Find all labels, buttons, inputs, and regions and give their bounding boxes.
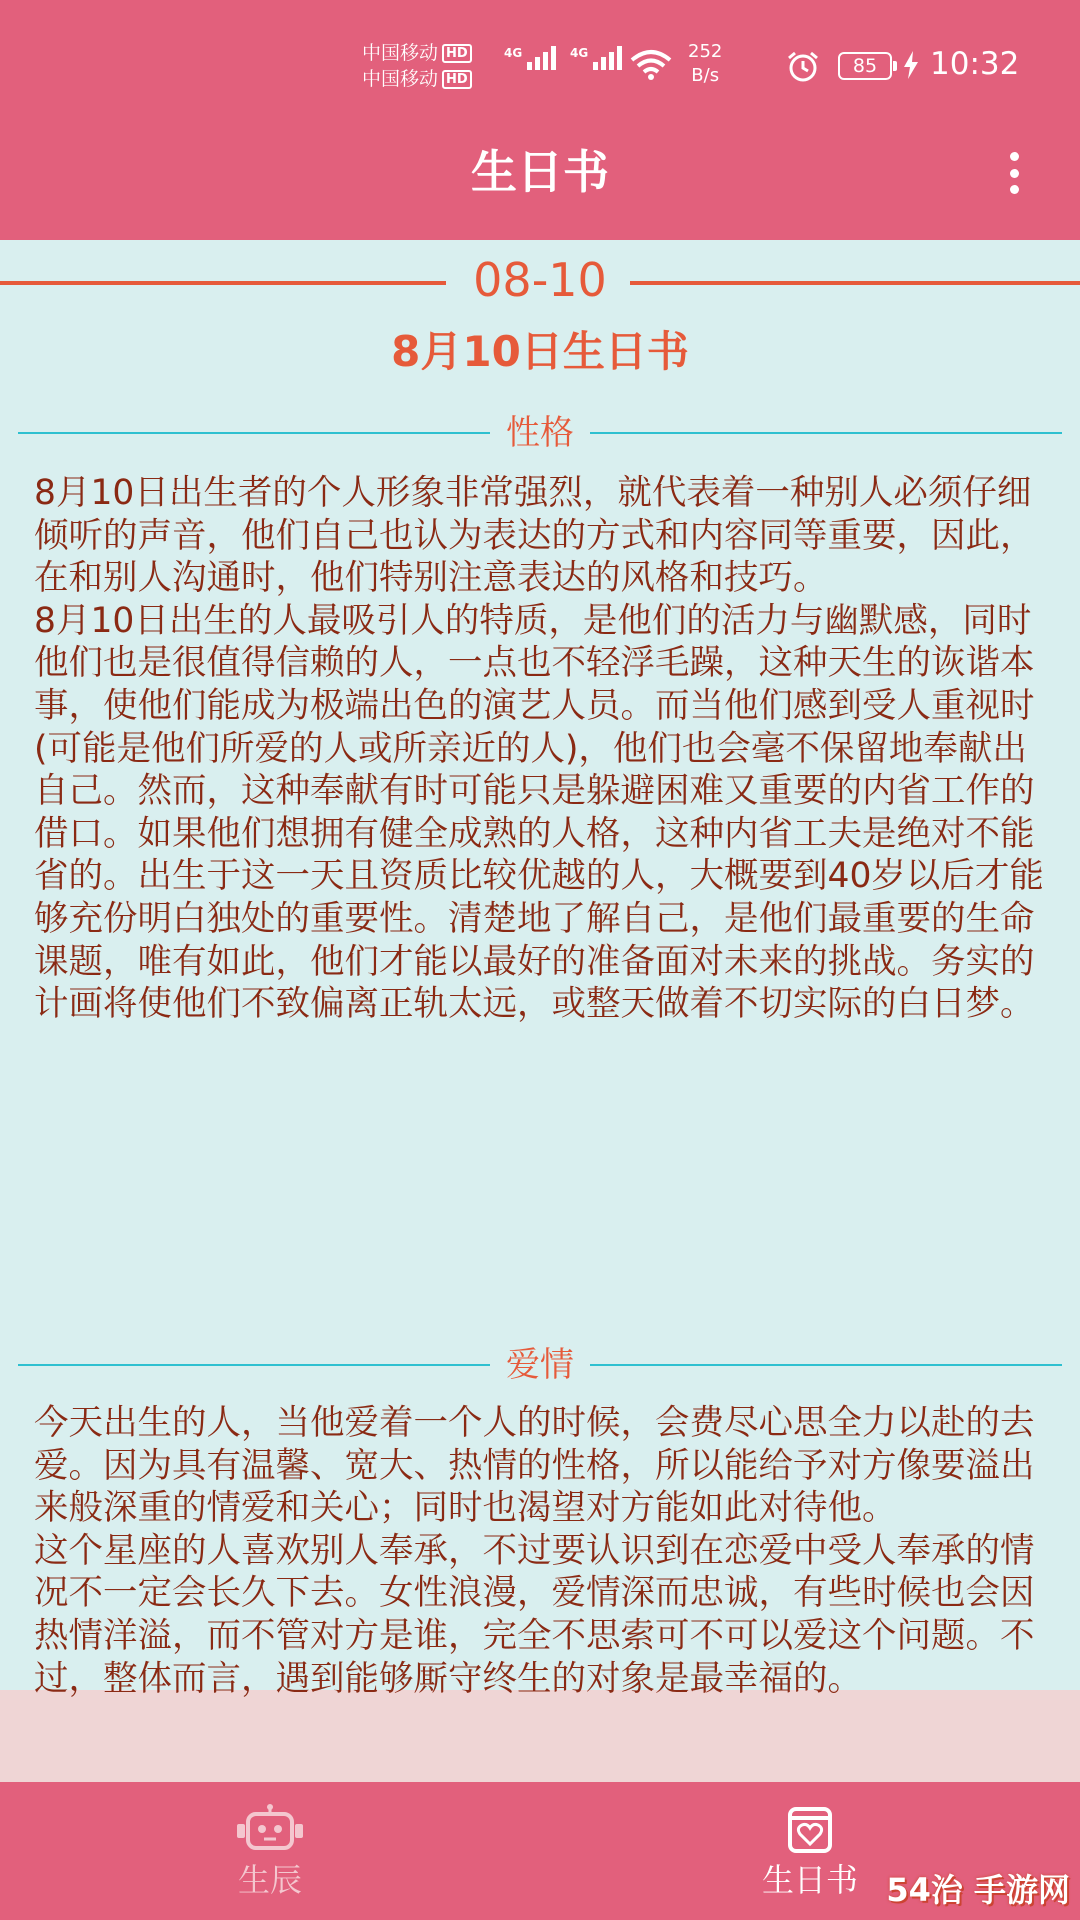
section-title: 性格 xyxy=(506,413,574,453)
clock: 10:32 xyxy=(930,46,1020,82)
nav-label: 生日书 xyxy=(761,1861,858,1899)
app-title: 生日书 xyxy=(471,145,609,199)
status-bar xyxy=(0,30,1080,100)
signal-2-icon: 4G xyxy=(570,46,622,70)
charging-icon xyxy=(902,50,920,80)
carrier-info xyxy=(362,40,472,92)
date-header xyxy=(0,252,1080,308)
speed-value: 252 xyxy=(688,41,723,62)
heart-book-icon xyxy=(785,1804,835,1854)
page-title: 8月10日生日书 xyxy=(391,327,689,376)
network-speed xyxy=(688,40,722,88)
paragraph: 8月10日出生者的个人形象非常强烈，就代表着一种别人必须仔细倾听的声音，他们自己也认为表达的方式和内容同等重要，因此，在和别人沟通时，他们特别注意表达的风格和技巧。 xyxy=(34,473,1035,599)
speed-unit: B/s xyxy=(691,65,720,86)
site-watermark: 54治 手游网 xyxy=(886,1871,1070,1909)
more-vertical-icon[interactable] xyxy=(996,148,1032,198)
content-area[interactable] xyxy=(0,240,1080,1782)
top-bar xyxy=(0,0,1080,240)
battery-indicator: 85 xyxy=(838,52,892,80)
background-decoration xyxy=(0,1690,1080,1782)
section-heading-personality xyxy=(0,410,1080,456)
carrier-2-label: 中国移动 xyxy=(362,68,439,90)
robot-icon xyxy=(234,1804,306,1852)
hd-badge: HD xyxy=(442,70,472,89)
paragraph: 8月10日出生的人最吸引人的特质，是他们的活力与幽默感，同时他们也是很值得信赖的人，一点也不轻浮毛躁，这种天生的诙谐本事，使他们能成为极端出色的演艺人员。而当他们感到受人重视时(可能是他们所爱的人或所亲近的人)，他们也会毫不保留地奉献出自己。然而，这种奉献有时可能只是躲避困难又重要的内省工作的借口。如果他们想拥有健全成熟的人格，这种内省工夫是绝对不能省的。出生于这一天且资质比较优越的人，大概要到40岁以后才能够充份明白独处的重要性。清楚地了解自己，是他们最重要的生命课题，唯有如此，他们才能以最好的准备面对未来的挑战。务实的计画将使他们不致偏离正轨太远，或整天做着不切实际的白日梦。 xyxy=(34,600,1044,1025)
date-label: 08-10 xyxy=(473,253,607,307)
paragraph: 这个星座的人喜欢别人奉承，不过要认识到在恋爱中受人奉承的情况不一定会长久下去。女性浪漫，爱情深而忠诚，有些时候也会因热情洋溢，而不管对方是谁，完全不思索可不可以爱这个问题。不过，整体而言，遇到能够厮守终生的对象是最幸福的。 xyxy=(34,1530,1035,1699)
nav-label: 生辰 xyxy=(237,1861,302,1899)
section-body-love xyxy=(34,1402,1046,1700)
section-heading-love xyxy=(0,1342,1080,1388)
nav-item-shengchen[interactable] xyxy=(0,1782,540,1920)
alarm-icon xyxy=(786,50,820,84)
carrier-1-label: 中国移动 xyxy=(362,42,439,64)
hd-badge: HD xyxy=(442,44,472,63)
section-title: 爱情 xyxy=(506,1345,574,1385)
section-body-personality xyxy=(34,472,1046,1026)
wifi-icon xyxy=(630,48,672,80)
paragraph: 今天出生的人，当他爱着一个人的时候，会费尽心思全力以赴的去爱。因为具有温馨、宽大、热情的性格，所以能给予对方像要溢出来般深重的情爱和关心；同时也渴望对方能如此对待他。 xyxy=(34,1403,1035,1529)
signal-1-icon: 4G xyxy=(504,46,556,70)
bottom-navigation xyxy=(0,1782,1080,1920)
